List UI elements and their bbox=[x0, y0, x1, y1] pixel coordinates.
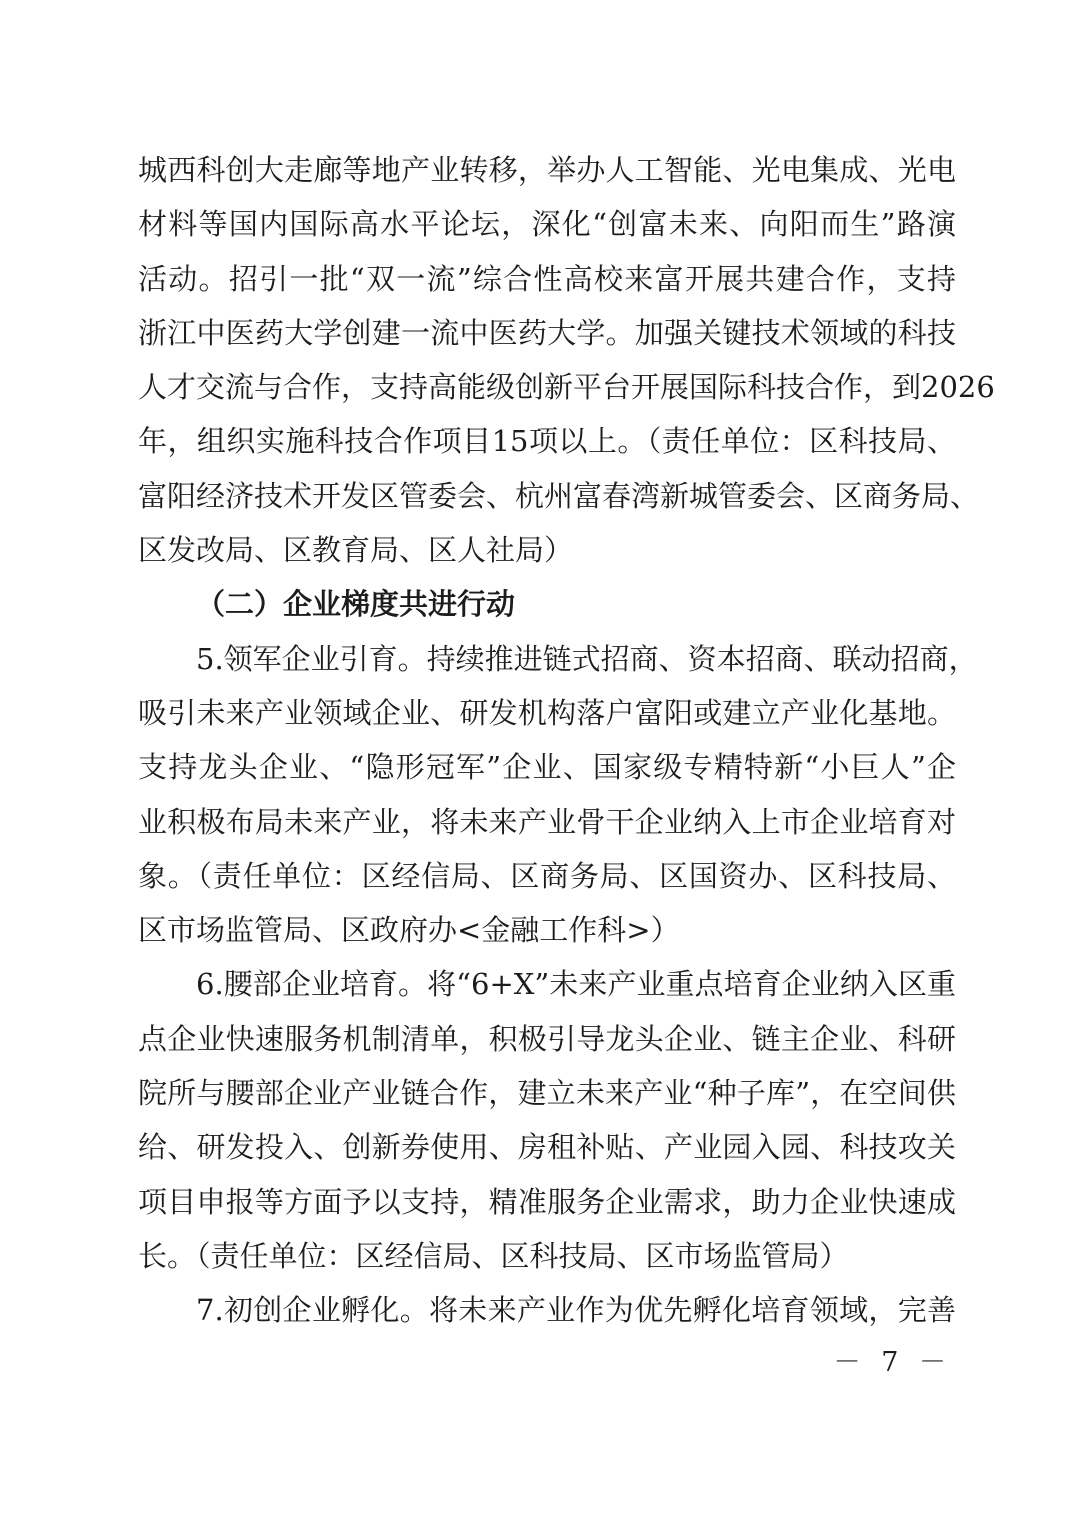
page-number: － 7 － bbox=[833, 1347, 952, 1378]
text-line: 给、研发投入、创新券使用、房租补贴、产业园入园、科技攻关 bbox=[138, 1130, 956, 1165]
text-line: 区市场监管局、区政府办<金融工作科>） bbox=[138, 913, 680, 948]
text-line: 年，组织实施科技合作项目15项以上。（责任单位：区科技局、 bbox=[138, 424, 956, 459]
text-line: 5.领军企业引育。持续推进链式招商、资本招商、联动招商， bbox=[196, 641, 978, 676]
text-line: 人才交流与合作，支持高能级创新平台开展国际科技合作，到2026 bbox=[138, 370, 995, 405]
text-line: 富阳经济技术开发区管委会、杭州富春湾新城管委会、区商务局、 bbox=[138, 478, 980, 513]
section-heading: （二）企业梯度共进行动 bbox=[196, 587, 516, 622]
text-line: 材料等国内国际高水平论坛，深化“创富未来、向阳而生”路演 bbox=[138, 207, 956, 242]
text-line: 象。（责任单位：区经信局、区商务局、区国资办、区科技局、 bbox=[138, 858, 956, 893]
text-line: 6.腰部企业培育。将“6+X”未来产业重点培育企业纳入区重 bbox=[196, 967, 956, 1002]
text-line: 7.初创企业孵化。将未来产业作为优先孵化培育领域，完善 bbox=[196, 1293, 956, 1328]
text-line: 点企业快速服务机制清单，积极引导龙头企业、链主企业、科研 bbox=[138, 1021, 956, 1056]
body-text bbox=[138, 143, 995, 1338]
text-line: 吸引未来产业领域企业、研发机构落户富阳或建立产业化基地。 bbox=[138, 695, 956, 730]
text-line: 项目申报等方面予以支持，精准服务企业需求，助力企业快速成 bbox=[138, 1184, 956, 1219]
text-line: 活动。招引一批“双一流”综合性高校来富开展共建合作，支持 bbox=[138, 261, 956, 296]
text-line: 业积极布局未来产业，将未来产业骨干企业纳入上市企业培育对 bbox=[138, 804, 956, 839]
text-line: 城西科创大走廊等地产业转移，举办人工智能、光电集成、光电 bbox=[138, 153, 956, 187]
text-line: 浙江中医药大学创建一流中医药大学。加强关键技术领域的科技 bbox=[138, 315, 956, 350]
text-line: 区发改局、区教育局、区人社局） bbox=[138, 533, 574, 568]
text-line: 长。（责任单位：区经信局、区科技局、区市场监管局） bbox=[138, 1238, 849, 1273]
text-line: 院所与腰部企业产业链合作，建立未来产业“种子库”，在空间供 bbox=[138, 1076, 956, 1111]
text-line: 支持龙头企业、“隐形冠军”企业、国家级专精特新“小巨人”企 bbox=[138, 750, 956, 785]
